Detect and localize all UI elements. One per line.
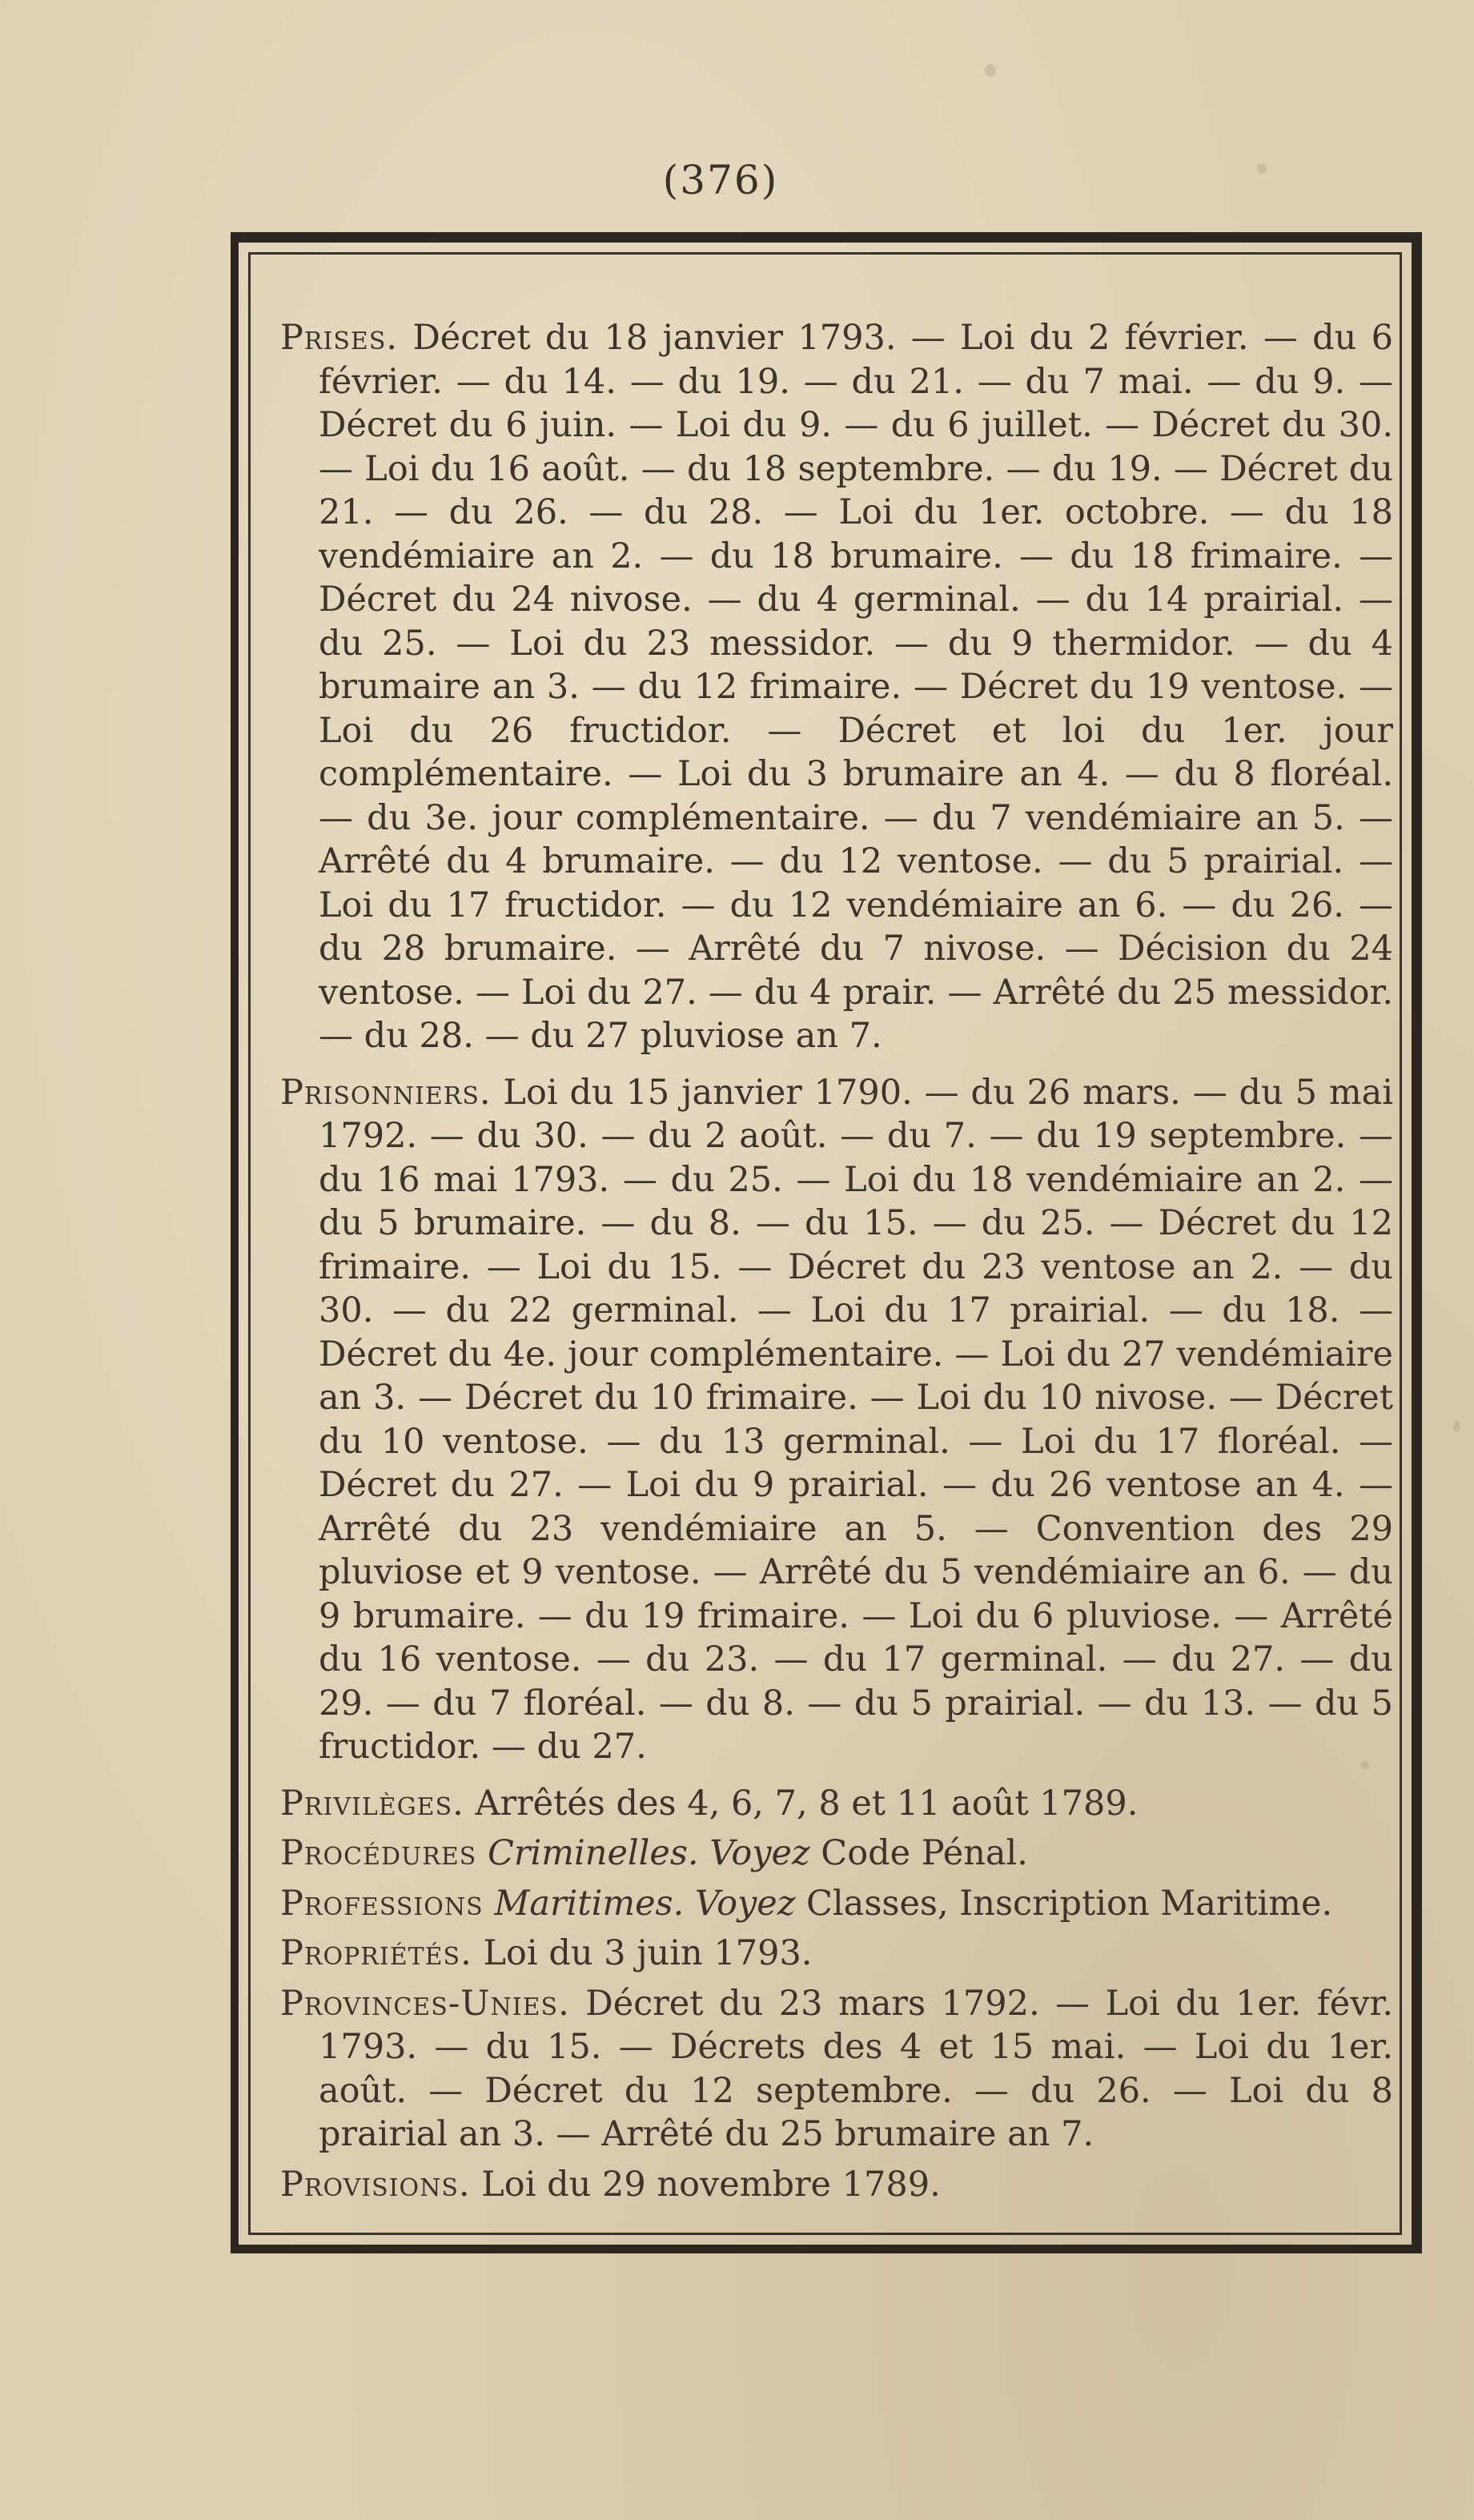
text-frame bbox=[231, 232, 1422, 2253]
entry-heading: Prisonniers. bbox=[280, 1072, 492, 1113]
entry-heading: Professions bbox=[280, 1883, 484, 1924]
entry-italic-text: Maritimes. Voyez bbox=[494, 1883, 796, 1924]
entry-text: Code Pénal. bbox=[809, 1833, 1028, 1873]
index-entry-prises bbox=[280, 316, 1393, 1058]
entry-text: Arrêtés des 4, 6, 7, 8 et 11 août 1789. bbox=[464, 1783, 1139, 1824]
paper-stain bbox=[985, 64, 996, 77]
entry-heading: Procédures bbox=[280, 1833, 477, 1873]
entry-text: Loi du 29 novembre 1789. bbox=[470, 2164, 941, 2205]
index-entry-proprietes bbox=[280, 1932, 1393, 1976]
index-entry-privileges bbox=[280, 1782, 1393, 1826]
index-entry-provisions bbox=[280, 2163, 1393, 2207]
index-entry-professions bbox=[280, 1882, 1393, 1926]
entry-heading: Privilèges. bbox=[280, 1783, 464, 1824]
index-entry-prisonniers bbox=[280, 1071, 1393, 1769]
entry-heading: Provinces-Unies. bbox=[280, 1983, 570, 2024]
page-number: (376) bbox=[662, 157, 779, 203]
entry-text: Classes, Inscription Maritime. bbox=[795, 1883, 1333, 1924]
entry-italic-text: Criminelles. Voyez bbox=[488, 1833, 810, 1873]
entry-heading: Prises. bbox=[280, 318, 399, 358]
entry-text: Décret du 23 mars 1792. — Loi du 1er. févr. 1793. — du 15. — Décrets des 4 et 15 mai. — Loi du 1er. août. — Décret du 12 septembre. — du 26. — Loi du 8 prairial an 3. — Arrêté du 25 brumaire an 7. bbox=[319, 1983, 1393, 2154]
index-content bbox=[280, 316, 1393, 2213]
index-entry-procedures bbox=[280, 1832, 1393, 1876]
paper-stain bbox=[1453, 1421, 1460, 1432]
entry-heading: Propriétés. bbox=[280, 1933, 472, 1973]
paper-stain bbox=[1257, 164, 1267, 174]
entry-text: Loi du 15 janvier 1790. — du 26 mars. — du 5 mai 1792. — du 30. — du 2 août. — du 7. — du 19 septembre. — du 16 mai 1793. — du 25. — Loi du 18 vendémiaire an 2. — du 5 brumaire. — du 8. — du 15. — du 25. — Décret du 12 frimaire. — Loi du 15. — Décret du 23 ventose an 2. — du 30. — du 22 germinal. — Loi du 17 prairial. — du 18. — Décret du 4e. jour complémentaire. — Loi du 27 vendémiaire an 3. — Décret du 10 frimaire. — Loi du 10 nivose. — Décret du 10 ventose. — du 13 germinal. — Loi du 17 floréal. — Décret du 27. — Loi du 9 prairial. — du 26 ventose an 4. — Arrêté du 23 vendémiaire an 5. — Convention des 29 pluviose et 9 ventose. — Arrêté du 5 vendémiaire an 6. — du 9 brumaire. — du 19 frimaire. — Loi du 6 pluviose. — Arrêté du 16 ventose. — du 23. — du 17 germinal. — du 27. — du 29. — du 7 floréal. — du 8. — du 5 prairial. — du 13. — du 5 fructidor. — du 27. bbox=[319, 1072, 1393, 1767]
entry-heading: Provisions. bbox=[280, 2164, 471, 2205]
index-entry-provinces-unies bbox=[280, 1982, 1393, 2157]
entry-text: Décret du 18 janvier 1793. — Loi du 2 février. — du 6 février. — du 14. — du 19. — du 21. — du 7 mai. — du 9. — Décret du 6 juin. — Loi du 9. — du 6 juillet. — Décret du 30. — Loi du 16 août. — du 18 septembre. — du 19. — Décret du 21. — du 26. — du 28. — Loi du 1er. octobre. — du 18 vendémiaire an 2. — du 18 brumaire. — du 18 frimaire. — Décret du 24 nivose. — du 4 germinal. — du 14 prairial. — du 25. — Loi du 23 messidor. — du 9 thermidor. — du 4 brumaire an 3. — du 12 frimaire. — Décret du 19 ventose. — Loi du 26 fructidor. — Décret et loi du 1er. jour complémentaire. — Loi du 3 brumaire an 4. — du 8 floréal. — du 3e. jour complémentaire. — du 7 vendémiaire an 5. — Arrêté du 4 brumaire. — du 12 ventose. — du 5 prairial. — Loi du 17 fructidor. — du 12 vendémiaire an 6. — du 26. — du 28 brumaire. — Arrêté du 7 nivose. — Décision du 24 ventose. — Loi du 27. — du 4 prair. — Arrêté du 25 messidor. — du 28. — du 27 pluviose an 7. bbox=[319, 318, 1393, 1056]
entry-text: Loi du 3 juin 1793. bbox=[472, 1933, 813, 1973]
